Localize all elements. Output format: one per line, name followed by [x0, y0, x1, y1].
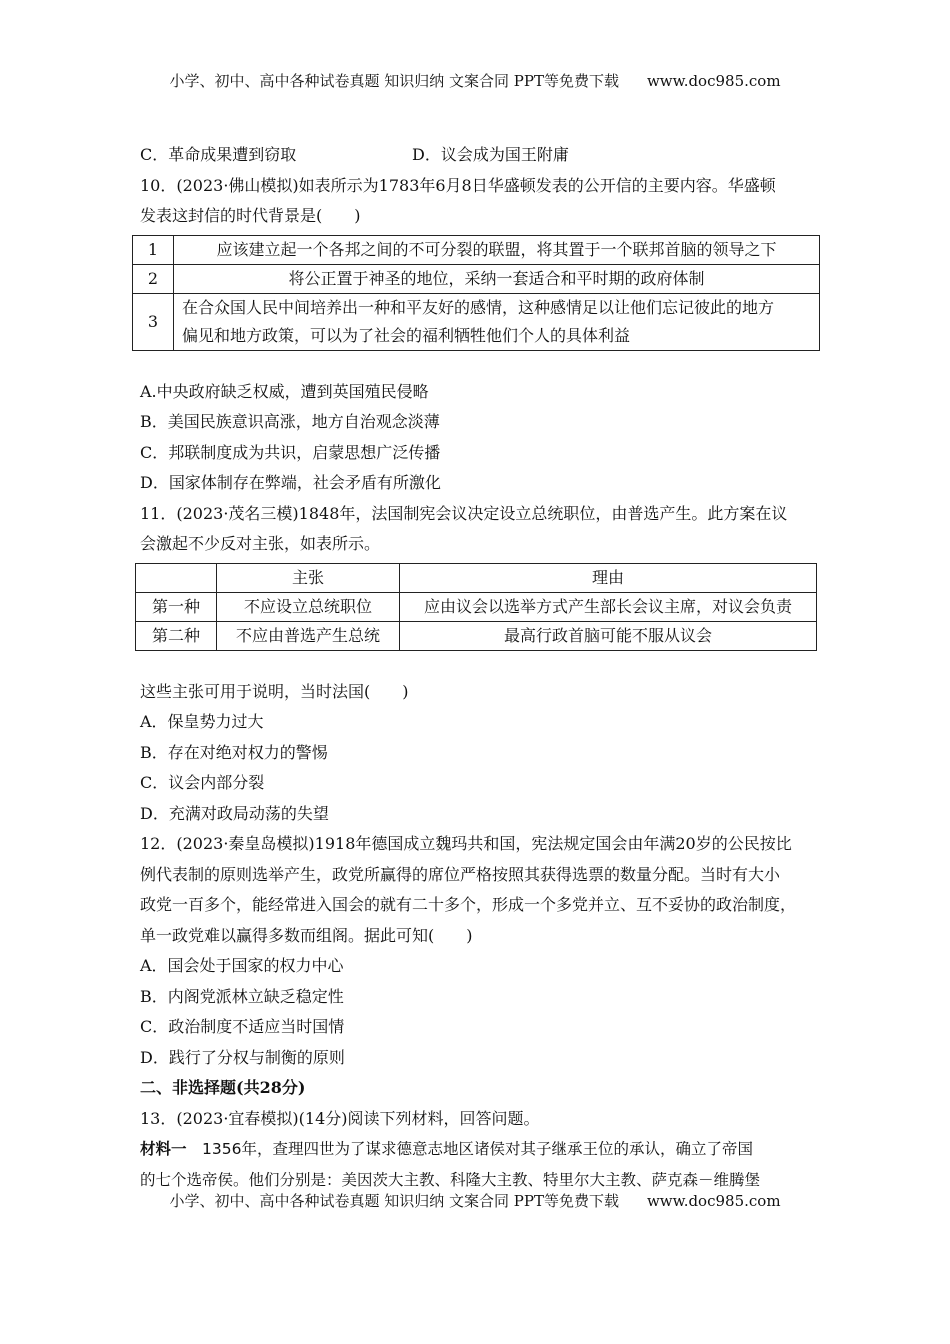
q9-option-c: C．革命成果遭到窃取: [140, 145, 297, 164]
q12-option-a: A．国会处于国家的权力中心: [140, 956, 344, 975]
q13-material-line2: 的七个选帝侯。他们分别是：美因茨大主教、科隆大主教、特里尔大主教、萨克森－维腾堡: [140, 1170, 761, 1189]
row-text: 将公正置于神圣的地位，采纳一套适合和平时期的政府体制: [174, 264, 820, 293]
row-number: 2: [133, 264, 174, 293]
table-row: [133, 293, 820, 350]
q11-option-a: A．保皇势力过大: [140, 712, 264, 731]
q11-stem-line1: 11．(2023·茂名三模)1848年，法国制宪会议决定设立总统职位，由普选产生。此方案在议: [140, 503, 788, 523]
page-footer: [0, 1190, 950, 1211]
header-url[interactable]: www.doc985.com: [646, 72, 781, 90]
section-heading: 二、非选择题(共28分): [140, 1078, 306, 1097]
q11-stem-line2: 会激起不少反对主张，如表所示。: [140, 534, 381, 553]
row-number: 1: [133, 235, 174, 264]
q10-stem-line1: 10．(2023·佛山模拟)如表所示为1783年6月8日华盛顿发表的公开信的主要内容。华盛顿: [140, 175, 776, 195]
row-text-line1: 在合众国人民中间培养出一种和平友好的感情，这种感情足以让他们忘记彼此的地方: [182, 297, 775, 317]
header-text: 小学、初中、高中各种试卷真题 知识归纳 文案合同 PPT等免费下载: [169, 72, 619, 90]
q11-option-c: C．议会内部分裂: [140, 773, 265, 792]
q11-option-d: D．充满对政局动荡的失望: [140, 803, 329, 823]
q10-option-d: D．国家体制存在弊端，社会矛盾有所激化: [140, 473, 441, 492]
q12-option-d: D．践行了分权与制衡的原则: [140, 1047, 345, 1067]
table-header-row: [136, 563, 817, 592]
q10-table: [132, 235, 820, 351]
cell: 第一种: [136, 592, 217, 621]
q9-option-d: D．议会成为国王附庸: [412, 145, 569, 164]
q10-option-c: C．邦联制度成为共识，启蒙思想广泛传播: [140, 442, 441, 462]
q13-stem: 13．(2023·宜春模拟)(14分)阅读下列材料，回答问题。: [140, 1108, 540, 1128]
q10-option-b: B．美国民族意识高涨，地方自治观念淡薄: [140, 412, 440, 431]
row-text: 应该建立起一个各邦之间的不可分裂的联盟，将其置于一个联邦首脑的领导之下: [174, 235, 820, 264]
table-row: [133, 264, 820, 293]
page-header: [0, 70, 950, 91]
q9-options-tail: [140, 140, 820, 171]
cell: 不应由普选产生总统: [217, 621, 400, 650]
q12-option-b: B．内阁党派林立缺乏稳定性: [140, 986, 344, 1006]
q12-stem-line3: 政党一百多个，能经常进入国会的就有二十多个，形成一个多党并立、互不妥协的政治制度，: [140, 895, 797, 914]
material-label: 材料一: [140, 1140, 187, 1158]
table-row: [136, 592, 817, 621]
footer-url[interactable]: www.doc985.com: [646, 1192, 781, 1210]
cell: 第二种: [136, 621, 217, 650]
q12-stem-line1: 12．(2023·秦皇岛模拟)1918年德国成立魏玛共和国，宪法规定国会由年满20岁的公民按比: [140, 834, 792, 853]
q11-option-b: B．存在对绝对权力的警惕: [140, 742, 328, 762]
header-cell: 理由: [400, 563, 817, 592]
cell: 应由议会以选举方式产生部长会议主席，对议会负责: [400, 592, 817, 621]
material-text: 1356年，查理四世为了谋求德意志地区诸侯对其子继承王位的承认，确立了帝国: [186, 1140, 753, 1158]
table-row: [136, 621, 817, 650]
cell: 最高行政首脑可能不服从议会: [400, 621, 817, 650]
q11-stem-line3: 这些主张可用于说明，当时法国( ): [140, 681, 409, 701]
q11-table: [135, 563, 817, 651]
row-text: [174, 293, 820, 350]
q12-stem-line4: 单一政党难以赢得多数而组阁。据此可知( ): [140, 925, 473, 945]
q10-stem-line2: 发表这封信的时代背景是( ): [140, 206, 361, 225]
table-row: [133, 235, 820, 264]
row-number: 3: [133, 293, 174, 350]
cell: 不应设立总统职位: [217, 592, 400, 621]
footer-text: 小学、初中、高中各种试卷真题 知识归纳 文案合同 PPT等免费下载: [169, 1192, 619, 1210]
header-cell: 主张: [217, 563, 400, 592]
header-cell: [136, 563, 217, 592]
row-text-line2: 偏见和地方政策，可以为了社会的福利牺牲他们个人的具体利益: [182, 325, 631, 345]
document-body: [140, 140, 820, 1195]
q12-option-c: C．政治制度不适应当时国情: [140, 1017, 345, 1036]
q13-material-line1: [140, 1134, 820, 1165]
q10-option-a: A.中央政府缺乏权威，遭到英国殖民侵略: [140, 381, 429, 401]
q12-stem-line2: 例代表制的原则选举产生，政党所赢得的席位严格按照其获得选票的数量分配。当时有大小: [140, 864, 781, 884]
